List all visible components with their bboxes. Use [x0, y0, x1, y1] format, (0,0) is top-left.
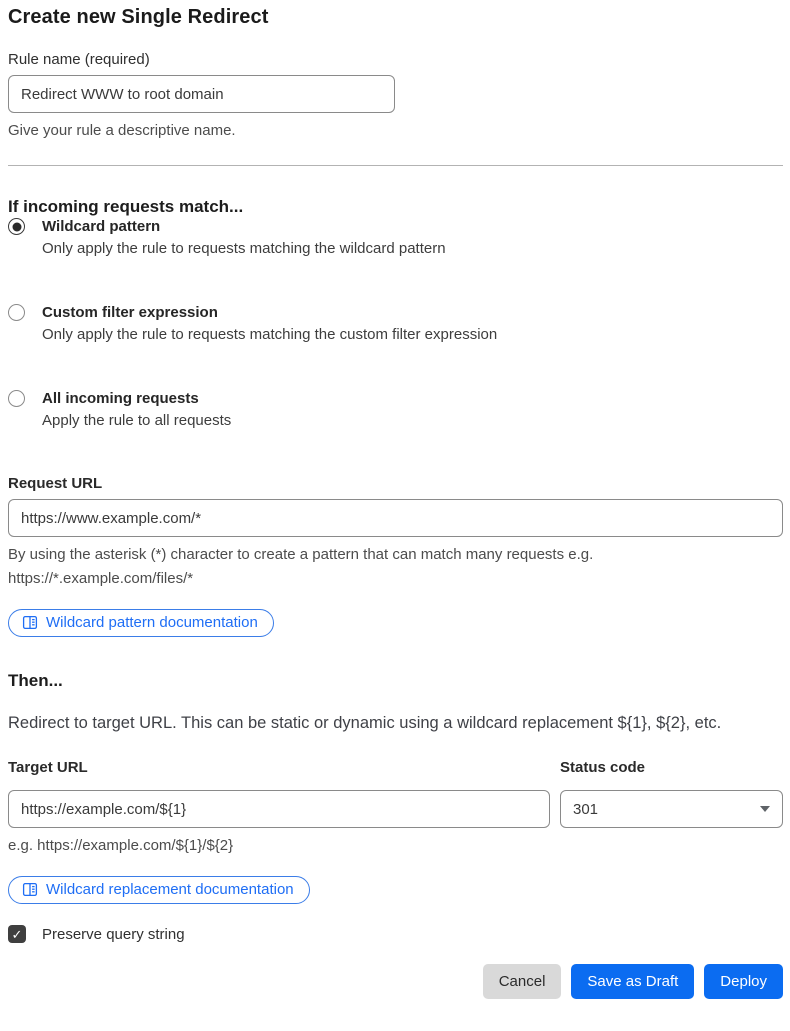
- radio-option-all-incoming-requests[interactable]: [8, 389, 783, 433]
- match-section-heading: If incoming requests match...: [8, 197, 244, 216]
- save-as-draft-button[interactable]: Save as Draft: [571, 964, 694, 999]
- book-open-icon: [22, 882, 38, 897]
- cancel-button[interactable]: Cancel: [483, 964, 562, 999]
- status-code-select[interactable]: [560, 790, 783, 828]
- request-url-help-line1: By using the asterisk (*) character to create a pattern that can match many requests e.g.: [8, 546, 594, 563]
- section-divider: [8, 165, 783, 166]
- radio-label: Custom filter expression: [42, 304, 218, 321]
- target-url-help: e.g. https://example.com/${1}/${2}: [8, 837, 234, 854]
- preserve-query-label: Preserve query string: [42, 925, 185, 943]
- request-url-input[interactable]: [8, 499, 783, 537]
- radio-button-icon[interactable]: [8, 218, 25, 235]
- radio-description: Only apply the rule to requests matching the custom filter expression: [42, 326, 498, 343]
- rule-name-help: Give your rule a descriptive name.: [8, 122, 236, 139]
- checkbox-checked-icon[interactable]: ✓: [8, 925, 26, 943]
- request-url-help-line2: https://*.example.com/files/*: [8, 570, 194, 587]
- preserve-query-row[interactable]: [8, 925, 783, 943]
- wildcard-pattern-docs-button[interactable]: [8, 609, 274, 637]
- target-url-label: Target URL: [8, 759, 88, 776]
- radio-option-custom-filter-expression[interactable]: [8, 303, 783, 347]
- request-url-label: Request URL: [8, 475, 103, 492]
- wildcard-replacement-docs-button[interactable]: [8, 876, 310, 904]
- radio-description: Apply the rule to all requests: [42, 412, 232, 429]
- status-code-value: 301: [573, 800, 599, 818]
- wildcard-pattern-docs-label: Wildcard pattern documentation: [46, 614, 258, 631]
- request-url-help: [8, 543, 783, 591]
- radio-label: Wildcard pattern: [42, 218, 161, 235]
- then-section-heading: Then...: [8, 671, 63, 690]
- footer-actions: [8, 964, 783, 999]
- radio-label: All incoming requests: [42, 390, 199, 407]
- target-url-input[interactable]: [8, 790, 550, 828]
- radio-description: Only apply the rule to requests matching the wildcard pattern: [42, 240, 446, 257]
- rule-name-label: Rule name (required): [8, 51, 150, 68]
- book-open-icon: [22, 615, 38, 630]
- radio-option-wildcard-pattern[interactable]: [8, 217, 783, 261]
- chevron-down-icon: [760, 806, 770, 812]
- then-section-description: Redirect to target URL. This can be static or dynamic using a wildcard replacement ${1}, ${2}, etc.: [8, 714, 722, 732]
- radio-button-icon[interactable]: [8, 304, 25, 321]
- radio-button-icon[interactable]: [8, 390, 25, 407]
- wildcard-replacement-docs-label: Wildcard replacement documentation: [46, 881, 294, 898]
- deploy-button[interactable]: Deploy: [704, 964, 783, 999]
- page-title: Create new Single Redirect: [8, 6, 269, 28]
- rule-name-input[interactable]: [8, 75, 395, 113]
- status-code-label: Status code: [560, 759, 646, 776]
